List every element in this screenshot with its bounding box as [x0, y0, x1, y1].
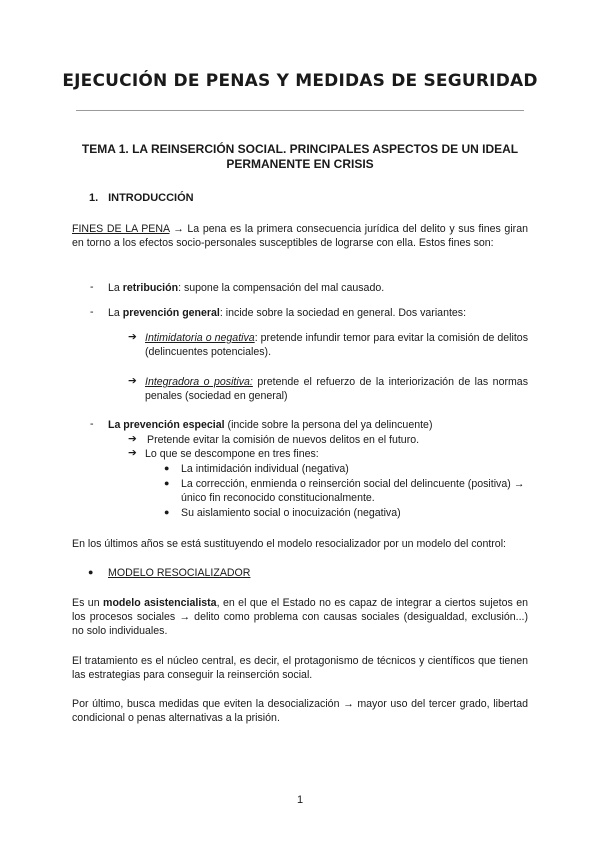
dot-bullet-1: ●: [164, 463, 170, 473]
asistencial-post: , en el que el Estado no es capaz de integrar a ciertos sujetos en los procesos sociales → delito como problema con causas sociales (desigualdad, exclusión...) no solo individuales.: [72, 597, 528, 637]
title-divider: [76, 110, 524, 111]
asistencial-paragraph: [72, 596, 528, 638]
arrow-bullet-especial-1: ➔: [128, 433, 137, 445]
fines-label: FINES DE LA PENA: [72, 223, 170, 235]
dash-bullet-especial: -: [90, 418, 94, 430]
retribucion-bold: retribución: [122, 282, 179, 294]
page-number: 1: [296, 794, 304, 806]
integradora-text: pretende el refuerzo de la interiorización de las normas penales (sociedad en general): [145, 376, 528, 402]
tratamiento-paragraph: El tratamiento es el núcleo central, es decir, el protagonismo de técnicos y científicos que tienen las estrategias para conseguir la reinserción social.: [72, 655, 528, 681]
list-item-prevencion-general: [108, 306, 528, 320]
general-pre: La: [108, 307, 123, 319]
fines-paragraph: [72, 222, 528, 250]
ultimos-paragraph: En los últimos años se está sustituyendo el modelo resocializador por un modelo del control:: [72, 538, 506, 550]
topic-heading-line-1: TEMA 1. LA REINSERCIÓN SOCIAL. PRINCIPALES ASPECTOS DE UN IDEAL: [81, 142, 519, 156]
dot-bullet-2: ●: [164, 478, 170, 488]
arrow-bullet-intimidatoria: ➔: [128, 331, 137, 343]
modelo-heading: [108, 566, 250, 580]
topic-heading: [76, 142, 524, 172]
intimidatoria-label: Intimidatoria o negativa: [145, 332, 255, 344]
list-item-especial-descompone: Lo que se descompone en tres fines:: [145, 448, 319, 460]
dot-bullet-3: ●: [164, 507, 170, 517]
retribucion-post: : supone la compensación del mal causado.: [178, 282, 385, 294]
section-heading: [89, 192, 194, 204]
list-item-correccion: La corrección, enmienda o reinserción social del delincuente (positiva) → único fin reconocido constitucionalmente.: [181, 478, 525, 504]
especial-bold: La prevención especial: [108, 419, 225, 431]
list-item-prevencion-especial: [108, 418, 528, 432]
ultimo-paragraph: Por último, busca medidas que eviten la desocialización → mayor uso del tercer grado, libertad condicional o penas alternativas a la prisión.: [72, 698, 528, 724]
list-item-intimidatoria: [145, 331, 528, 359]
list-item-aislamiento: Su aislamiento social o inocuización (negativa): [181, 507, 401, 519]
modelo-heading-text: MODELO RESOCIALIZADOR: [108, 567, 251, 579]
document-title: EJECUCIÓN DE PENAS Y MEDIDAS DE SEGURIDAD: [62, 71, 538, 91]
dot-bullet-modelo: ●: [88, 567, 94, 577]
list-item-intimidacion: La intimidación individual (negativa): [181, 463, 349, 475]
section-number: 1.: [89, 192, 99, 204]
retribucion-pre: La: [108, 282, 123, 294]
arrow-bullet-integradora: ➔: [128, 375, 137, 387]
list-item-integradora: [145, 375, 528, 403]
especial-post: (incide sobre la persona del ya delincuente): [224, 419, 433, 431]
list-item-especial-evitar: Pretende evitar la comisión de nuevos delitos en el futuro.: [147, 434, 420, 446]
general-post: : incide sobre la sociedad en general. Dos variantes:: [219, 307, 467, 319]
section-title: INTRODUCCIÓN: [108, 192, 194, 204]
integradora-label: Integradora o positiva:: [145, 376, 253, 388]
topic-heading-line-2: PERMANENTE EN CRISIS: [226, 157, 374, 171]
list-item-retribucion: [108, 281, 528, 295]
dash-bullet-retribucion: -: [90, 281, 94, 293]
dash-bullet-general: -: [90, 306, 94, 318]
arrow-bullet-especial-2: ➔: [128, 447, 137, 459]
intimidatoria-text: : pretende infundir temor para evitar la comisión de delitos (delincuentes potenciales).: [145, 332, 528, 358]
asistencial-bold: modelo asistencialista: [103, 597, 217, 609]
general-bold: prevención general: [122, 307, 220, 319]
asistencial-pre: Es un: [72, 597, 104, 609]
fines-text: → La pena es la primera consecuencia jurídica del delito y sus fines giran en torno a los efectos socio-personales susceptibles de lograrse con ella. Estos fines son:: [72, 223, 528, 249]
